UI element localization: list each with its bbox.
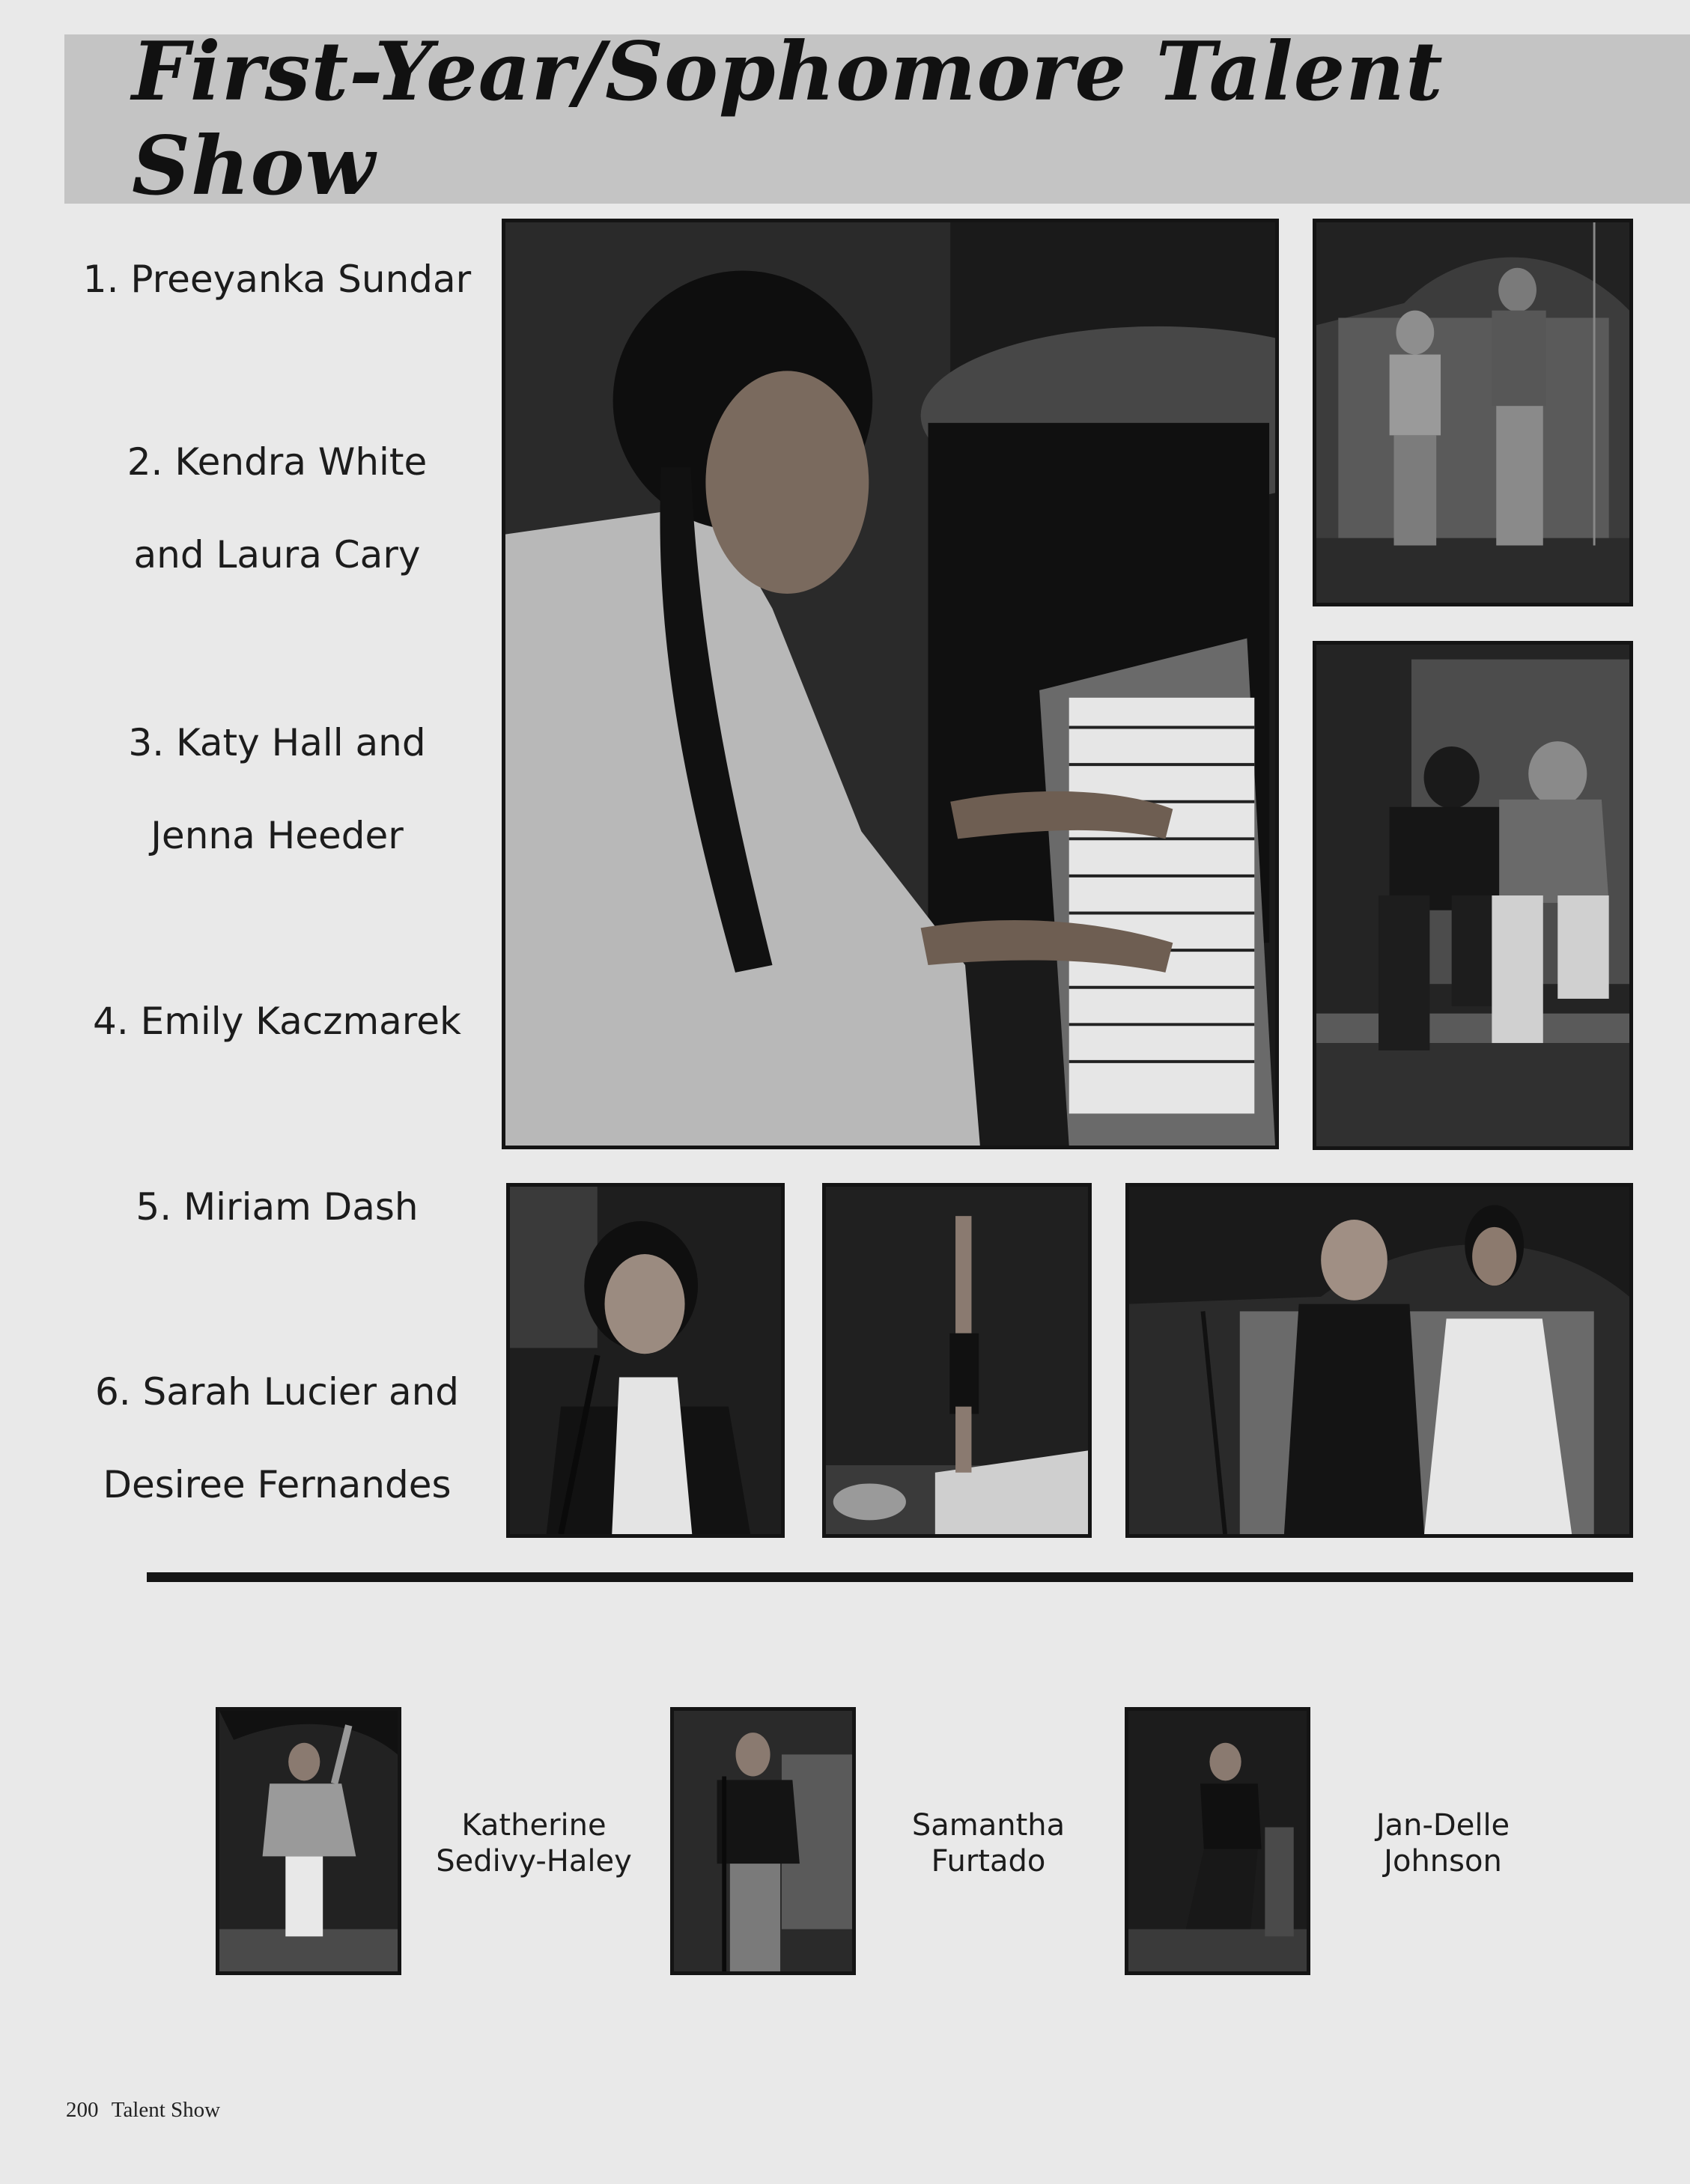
- photo-performer-1: [216, 1707, 401, 1975]
- caption-performer-2-line-2: Furtado: [931, 1844, 1046, 1879]
- act-4: [67, 975, 487, 1068]
- act-1-line-1: 1. Preeyanka Sundar: [82, 258, 472, 301]
- photo-pianist: [502, 219, 1279, 1149]
- caption-performer-2-line-1: Samantha: [911, 1808, 1066, 1843]
- section-divider: [147, 1572, 1633, 1582]
- page-number: 200: [66, 2098, 99, 2122]
- act-5-line-1: 5. Miriam Dash: [136, 1185, 419, 1229]
- photo-duet-singers: [1313, 219, 1633, 606]
- act-3: [67, 696, 487, 882]
- act-3-line-2: Jenna Heeder: [151, 814, 404, 857]
- act-5: [67, 1161, 487, 1253]
- act-6-line-1: 6. Sarah Lucier and: [94, 1370, 460, 1414]
- act-1: [67, 233, 487, 326]
- act-2-line-2: and Laura Cary: [133, 533, 421, 577]
- photo-singer-microphone: [506, 1183, 785, 1538]
- caption-performer-1-line-1: Katherine: [461, 1808, 607, 1843]
- photo-gymnast-handstand: [822, 1183, 1092, 1538]
- act-6-line-2: Desiree Fernandes: [103, 1463, 452, 1506]
- act-2: [67, 416, 487, 601]
- page-footer: [66, 2098, 220, 2123]
- photo-hooded-dancers: [1313, 641, 1633, 1150]
- caption-performer-3: [1331, 1807, 1555, 1879]
- caption-performer-3-line-2: Johnson: [1384, 1844, 1502, 1879]
- act-2-line-1: 2. Kendra White: [127, 440, 428, 484]
- photo-performer-2: [670, 1707, 856, 1975]
- act-4-line-1: 4. Emily Kaczmarek: [93, 1000, 461, 1043]
- page-title: First-Year/Sophomore Talent Show: [132, 25, 1444, 213]
- section-name: Talent Show: [111, 2098, 221, 2122]
- act-3-line-1: 3. Katy Hall and: [128, 721, 426, 764]
- caption-performer-2: [876, 1807, 1101, 1879]
- caption-performer-1: [422, 1807, 646, 1879]
- title-band: [64, 25, 1690, 213]
- caption-performer-3-line-1: Jan-Delle: [1376, 1808, 1510, 1843]
- act-6: [67, 1345, 487, 1531]
- photo-performer-3: [1125, 1707, 1310, 1975]
- caption-performer-1-line-2: Sedivy-Haley: [436, 1844, 632, 1879]
- photo-two-singers-stage: [1125, 1183, 1633, 1538]
